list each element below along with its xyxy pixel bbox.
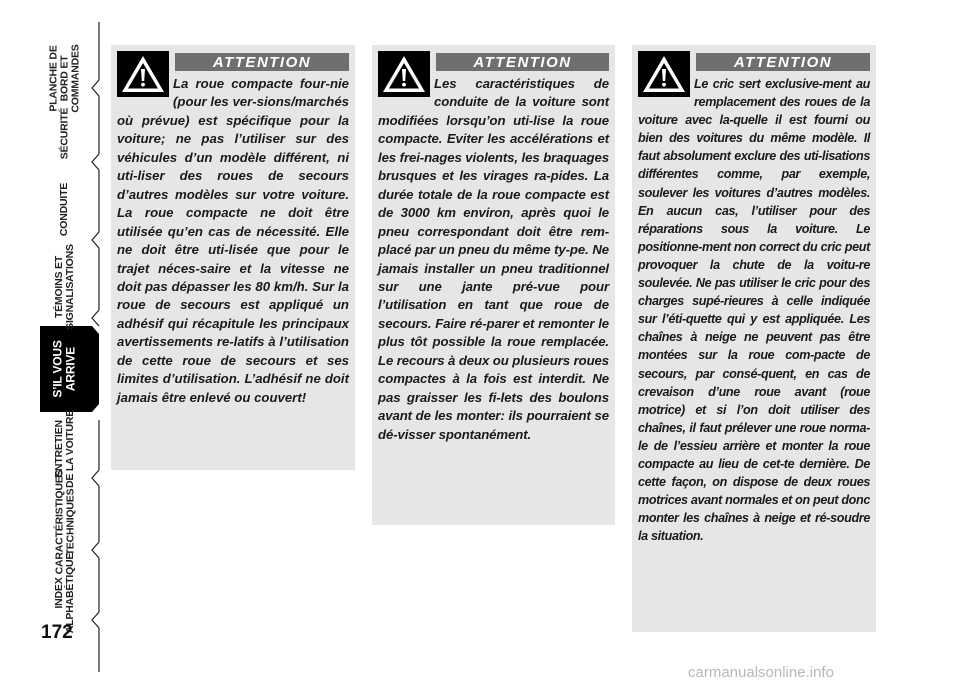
tab-securite[interactable]: [30, 96, 100, 170]
attention-heading: ATTENTION: [175, 53, 349, 71]
attention-box-jack: [632, 45, 876, 632]
attention-text: La roue compacte four-nie (pour les ver-sions/marchés où prévue) est spécifique pour la voiture; ne pas l’utiliser sur des véhicules d’un modèle différent, ni uti-liser des roues de secours d’autres modèles sur votre voiture. La roue compacte ne doit être utilisée qu’en cas de nécessité. Elle ne doit être uti-lisée que pour le trajet néces-saire et la vitesse ne doit pas dépasser les 80 km/h. Sur la roue de secours est appliqué un adhésif qui récapitule les principaux avertissements re-latifs à l’utilisation de cette roue de secours et ses limites d’utilisation. L’adhésif ne doit jamais être enlevé ou couvert!: [117, 76, 349, 405]
tab-label: SÉCURITÉ: [58, 107, 71, 159]
watermark: carmanualsonline.info: [688, 664, 834, 681]
attention-text: Les caractéristiques de conduite de la voiture sont modifiées lorsqu’on uti-lise la roue compacte. Eviter les accélérations et les frei-nages violents, les braquages brusques et les virages ra-pides. La durée totale de la roue compacte est de 3000 km environ, après quoi le pneu correspondant doit être rem-placé par un pneu du même ty-pe. Ne jamais installer un pneu traditionnel sur une jante pré-vue pour l’utilisation en tant que roue de secours. Faire ré-parer et remonter le plus tôt possible la roue remplacée. Le recours à deux ou plusieurs roues compactes à la fois est interdit. Ne pas graisser les fi-lets des boulons avant de les monter: ils pourraient se dé-visser spontanément.: [378, 76, 609, 442]
tab-conduite[interactable]: [30, 170, 100, 248]
tab-label: INDEX ALPHABÉTIQUE: [53, 552, 76, 634]
attention-box-compact-wheel: [111, 45, 355, 470]
tab-label: S’IL VOUS ARRIVE: [50, 340, 78, 398]
attention-text: Le cric sert exclusive-ment au remplacement des roues de la voiture avec la-quelle il est fourni ou bien des voitures du même modèle. Il faut absolument exclure des uti-lisations différentes comme, par exemple, soulever les voitures d’autres modèles. En aucun cas, l’utiliser pour des réparations sous la voiture. Le positionne-ment non correct du cric peut provoquer la chute de la voitu-re soulevée. Ne pas utiliser le cric pour des charges supé-rieures à celle indiquée sur l’éti-quette qui y est appliquée. Les chaînes à neige ne peuvent pas être montées sur la roue com-pacte de secours, par consé-quent, en cas de crevaison d’une roue avant (roue motrice) et si l’on doit utiliser des chaînes, il faut prélever une roue norma-le de l’essieu arrière et monter la roue compacte au lieu de cet-te dernière. De cette façon, on dispose de deux roues motrices avant normales et on peut donc monter les chaînes à neige et ré-soudre la situation.: [638, 77, 870, 544]
tab-caracteristiques-techniques[interactable]: [30, 469, 100, 575]
tab-label: CARACTÉRISTIQUES TECHNIQUES: [53, 469, 77, 575]
attention-heading: ATTENTION: [696, 53, 870, 71]
tab-label: CONDUITE: [58, 182, 71, 236]
tab-temoins-signalisations[interactable]: [30, 244, 100, 330]
attention-heading: ATTENTION: [436, 53, 609, 71]
attention-box-driving: [372, 45, 615, 525]
section-tab-rail: [0, 0, 100, 692]
tab-label: ENTRETIEN DE LA VOITURE: [53, 409, 77, 489]
tab-label: TÉMOINS ET SIGNALISATIONS: [53, 244, 76, 330]
page-number: 172: [41, 622, 73, 643]
tab-sil-vous-arrive[interactable]: [30, 326, 100, 412]
tab-label: PLANCHE DE BORD ET COMMANDES: [47, 43, 82, 113]
